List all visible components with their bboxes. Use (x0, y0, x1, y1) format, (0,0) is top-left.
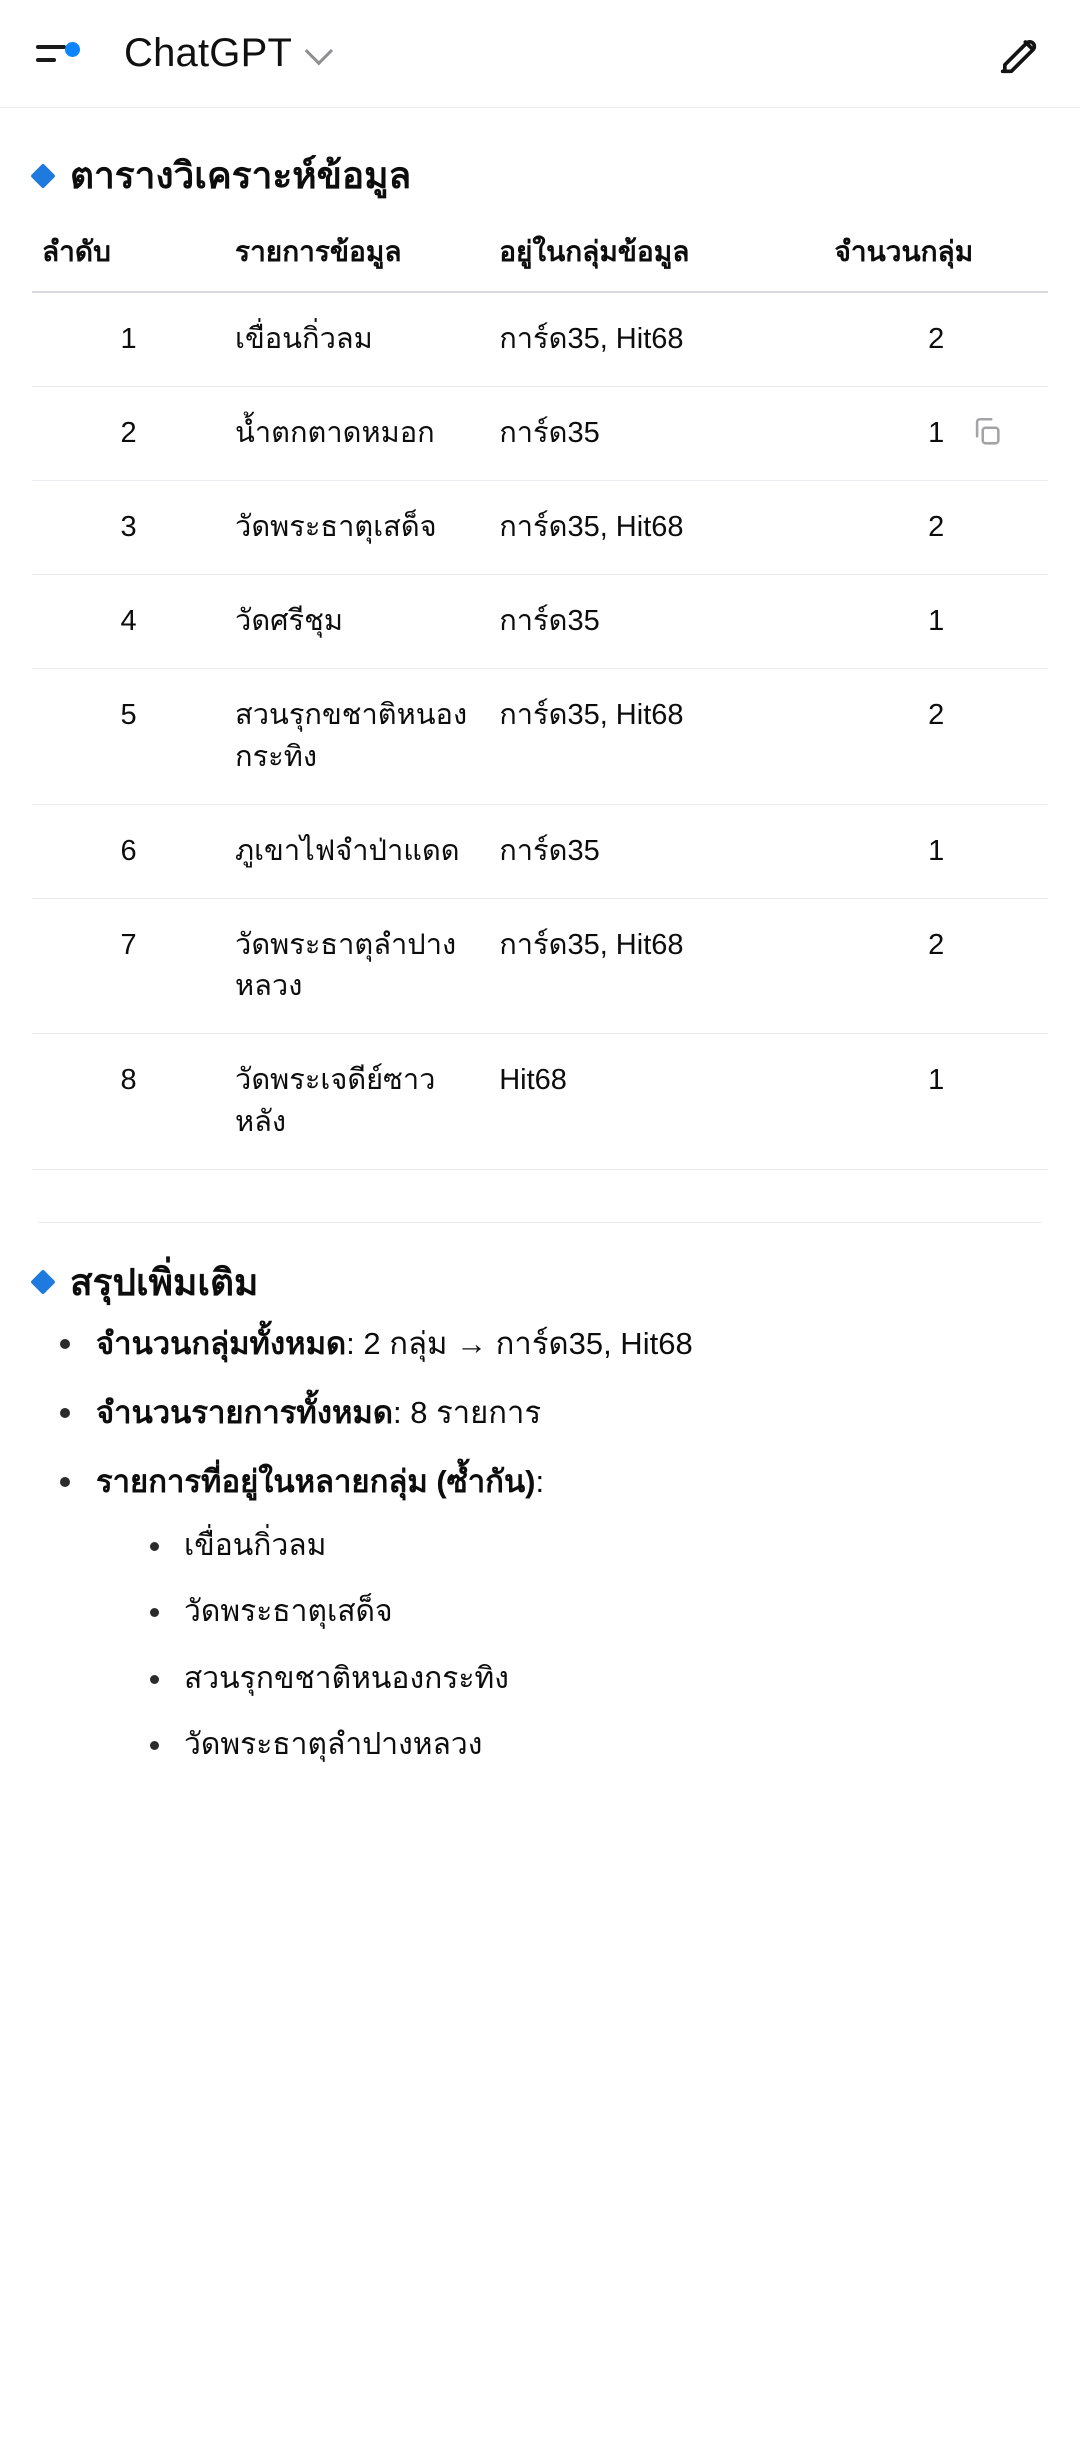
cell-count: 2 (824, 292, 1048, 387)
cell-no: 1 (32, 292, 225, 387)
cell-count: 2 (824, 669, 1048, 804)
cell-count: 1 (824, 386, 1048, 480)
cell-no: 2 (32, 386, 225, 480)
table-section-heading (34, 146, 1048, 205)
cell-groups: การ์ด35 (489, 386, 824, 480)
section-divider (38, 1222, 1042, 1223)
model-selector[interactable] (124, 31, 326, 76)
table-row (32, 386, 1048, 480)
list-item (52, 1391, 1048, 1434)
table-row (32, 481, 1048, 575)
cell-item: วัดพระเจดีย์ซาวหลัง (225, 1034, 489, 1169)
column-header-no: ลำดับ (32, 219, 225, 292)
cell-no: 4 (32, 575, 225, 669)
table-row (32, 804, 1048, 898)
cell-count: 2 (824, 481, 1048, 575)
cell-groups: Hit68 (489, 1034, 824, 1169)
cell-groups: การ์ด35, Hit68 (489, 669, 824, 804)
summary-label: จำนวนกลุ่มทั้งหมด (96, 1325, 347, 1361)
cell-groups: การ์ด35, Hit68 (489, 481, 824, 575)
cell-item: สวนรุกขชาติหนองกระทิง (225, 669, 489, 804)
cell-item: เขื่อนกิ่วลม (225, 292, 489, 387)
top-bar (0, 0, 1080, 108)
cell-no: 6 (32, 804, 225, 898)
copy-icon[interactable] (970, 415, 1004, 449)
list-item: สวนรุกขชาติหนองกระทิง (142, 1659, 1048, 1700)
table-container (32, 219, 1048, 1170)
message-content (0, 108, 1080, 1766)
summary-value: : 2 กลุ่ม → การ์ด35, Hit68 (346, 1325, 693, 1361)
cell-groups: การ์ด35 (489, 575, 824, 669)
list-item (52, 1322, 1048, 1365)
duplicate-items-list (96, 1526, 1048, 1766)
table-row (32, 292, 1048, 387)
table-row (32, 899, 1048, 1034)
summary-label: รายการที่อยู่ในหลายกลุ่ม (ซ้ำกัน) (96, 1464, 536, 1500)
cell-item: น้ำตกตาดหมอก (225, 386, 489, 480)
table-row (32, 575, 1048, 669)
summary-label: จำนวนรายการทั้งหมด (96, 1395, 393, 1431)
column-header-groups: อยู่ในกลุ่มข้อมูล (489, 219, 824, 292)
summary-section-heading (34, 1253, 1048, 1312)
cell-count: 1 (824, 1034, 1048, 1169)
cell-no: 5 (32, 669, 225, 804)
cell-count: 1 (824, 804, 1048, 898)
list-item: วัดพระธาตุลำปางหลวง (142, 1725, 1048, 1766)
diamond-bullet-icon (30, 163, 55, 188)
table-row (32, 1034, 1048, 1169)
cell-groups: การ์ด35 (489, 804, 824, 898)
page-title: ChatGPT (124, 31, 293, 75)
table-heading-text: ตารางวิเคราะห์ข้อมูล (70, 155, 412, 196)
table-row (32, 669, 1048, 804)
analysis-table (32, 219, 1048, 1170)
chevron-down-icon[interactable] (305, 37, 333, 65)
column-header-item: รายการข้อมูล (225, 219, 489, 292)
menu-icon[interactable] (34, 31, 80, 77)
cell-item: วัดพระธาตุลำปางหลวง (225, 899, 489, 1034)
list-item: วัดพระธาตุเสด็จ (142, 1592, 1048, 1633)
summary-list (32, 1322, 1048, 1766)
cell-count: 2 (824, 899, 1048, 1034)
column-header-count: จำนวนกลุ่ม (824, 219, 1048, 292)
table-header-row (32, 219, 1048, 292)
cell-count: 1 (824, 575, 1048, 669)
summary-heading-text: สรุปเพิ่มเติม (70, 1261, 259, 1303)
menu-bar-bottom (36, 58, 56, 62)
summary-value: : (535, 1464, 545, 1500)
cell-item: ภูเขาไฟจำป่าแดด (225, 804, 489, 898)
menu-bar-top (36, 45, 66, 49)
cell-item: วัดศรีชุม (225, 575, 489, 669)
cell-groups: การ์ด35, Hit68 (489, 899, 824, 1034)
list-item (52, 1460, 1048, 1765)
status-dot (65, 42, 80, 57)
cell-no: 7 (32, 899, 225, 1034)
list-item: เขื่อนกิ่วลม (142, 1526, 1048, 1567)
compose-icon[interactable] (994, 28, 1046, 80)
cell-groups: การ์ด35, Hit68 (489, 292, 824, 387)
cell-no: 3 (32, 481, 225, 575)
diamond-bullet-icon (30, 1269, 55, 1294)
summary-value: : 8 รายการ (392, 1395, 542, 1431)
cell-item: วัดพระธาตุเสด็จ (225, 481, 489, 575)
cell-no: 8 (32, 1034, 225, 1169)
